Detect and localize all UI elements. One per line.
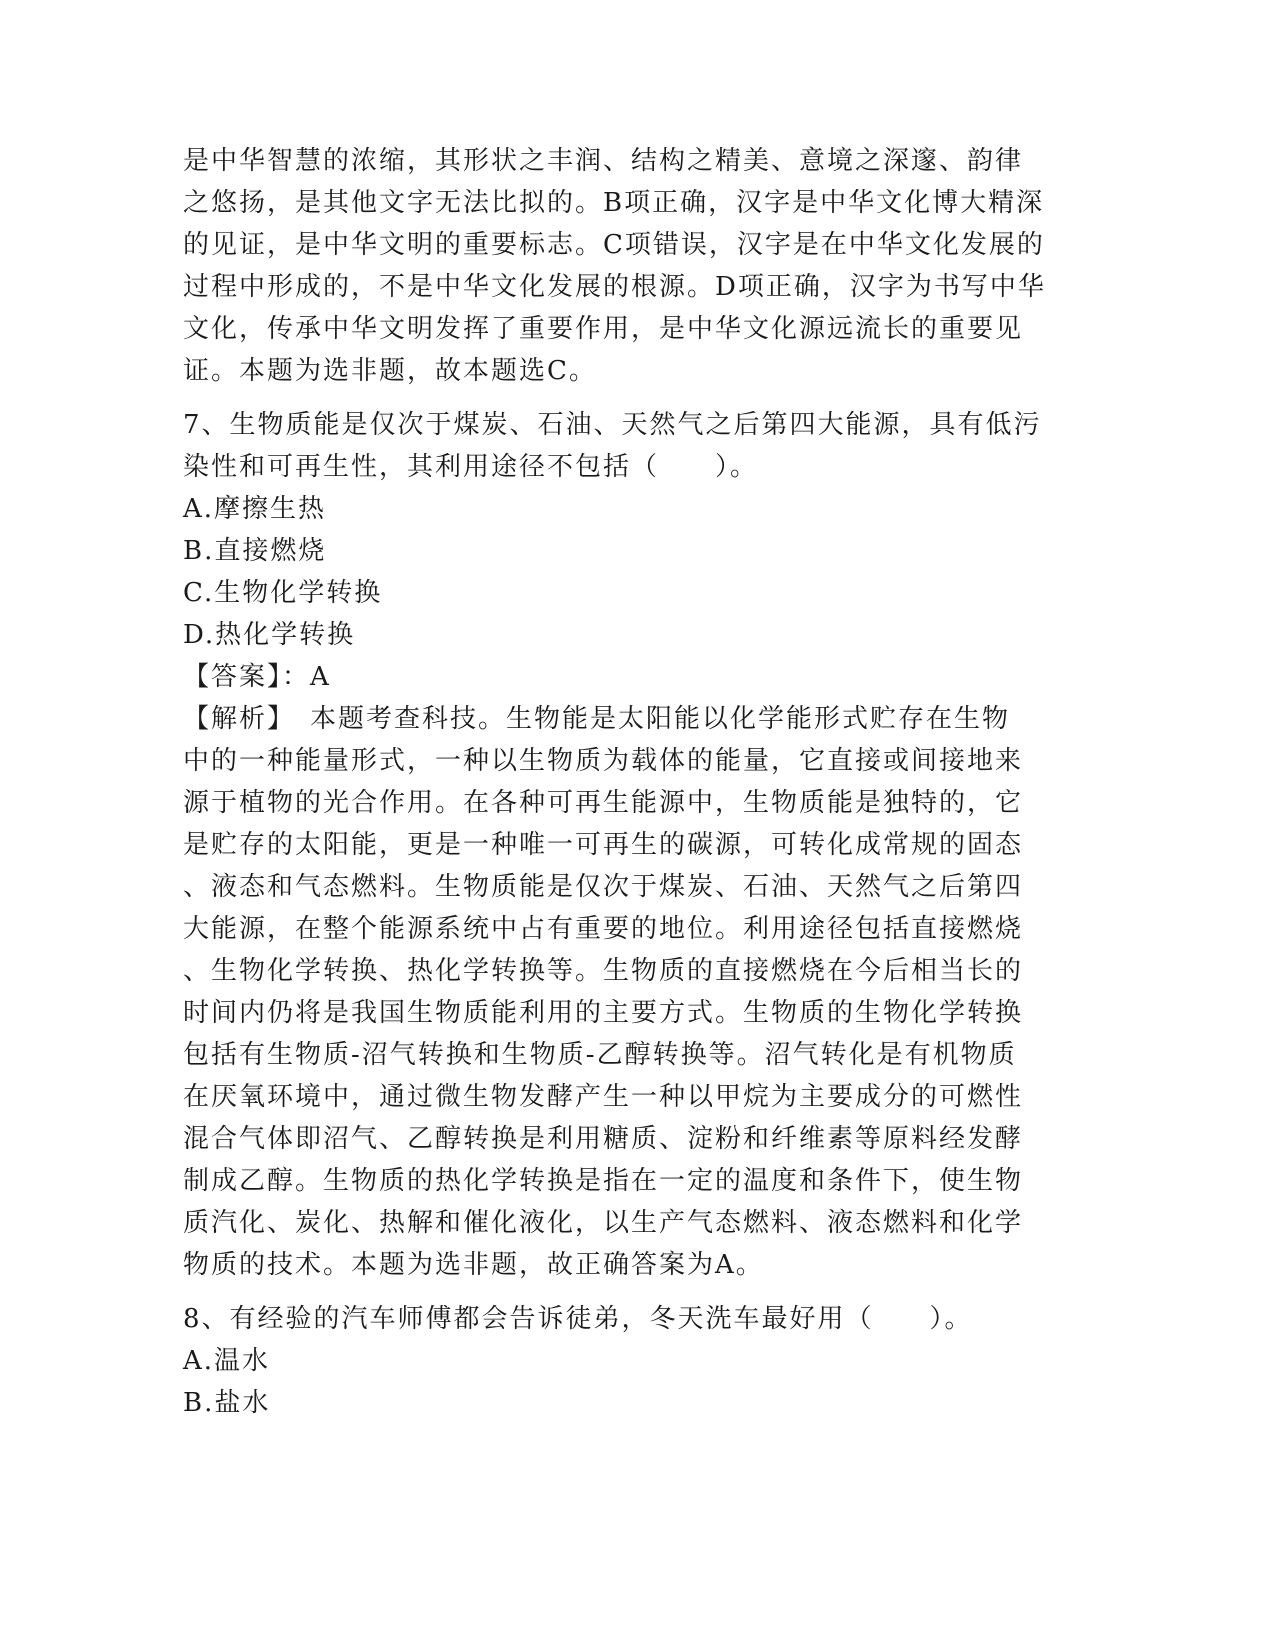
spacer — [183, 1286, 1043, 1298]
text-line: 、液态和气态燃料。生物质能是仅次于煤炭、石油、天然气之后第四 — [183, 872, 1024, 902]
text-line: 是贮存的太阳能，更是一种唯一可再生的碳源，可转化成常规的固态 — [183, 830, 1024, 860]
text-line: 在厌氧环境中，通过微生物发酵产生一种以甲烷为主要成分的可燃性 — [183, 1082, 1024, 1112]
option-b: B.直接燃烧 — [183, 536, 327, 566]
question-7 — [183, 404, 1043, 1286]
text-line: 证。本题为选非题，故本题选C。 — [183, 356, 597, 386]
text-line: 过程中形成的，不是中华文化发展的根源。D项正确，汉字为书写中华 — [183, 272, 1046, 302]
question-stem: 7、生物质能是仅次于煤炭、石油、天然气之后第四大能源，具有低污 — [183, 410, 1042, 440]
text-line: 是中华智慧的浓缩，其形状之丰润、结构之精美、意境之深邃、韵律 — [183, 146, 1024, 176]
text-line: 包括有生物质-沼气转换和生物质-乙醇转换等。沼气转化是有机物质 — [183, 1040, 1017, 1070]
option-a: A.摩擦生热 — [183, 494, 327, 524]
question-stem: 染性和可再生性，其利用途径不包括（ ）。 — [183, 452, 759, 482]
text-line: 质汽化、炭化、热解和催化液化，以生产气态燃料、液态燃料和化学 — [183, 1208, 1024, 1238]
text-line: 的见证，是中华文明的重要标志。C项错误，汉字是在中华文化发展的 — [183, 230, 1045, 260]
question-stem: 8、有经验的汽车师傅都会告诉徒弟，冬天洗车最好用（ ）。 — [183, 1304, 973, 1334]
option-b: B.盐水 — [183, 1388, 271, 1418]
text-line: 、生物化学转换、热化学转换等。生物质的直接燃烧在今后相当长的 — [183, 956, 1024, 986]
question-8 — [183, 1298, 1043, 1424]
option-d: D.热化学转换 — [183, 620, 356, 650]
analysis-paragraph — [183, 698, 1043, 1286]
text-line: 混合气体即沼气、乙醇转换是利用糖质、淀粉和纤维素等原料经发酵 — [183, 1124, 1024, 1154]
text-line: 【解析】 本题考查科技。生物能是太阳能以化学能形式贮存在生物 — [183, 704, 1011, 734]
text-line: 中的一种能量形式，一种以生物质为载体的能量，它直接或间接地来 — [183, 746, 1024, 776]
text-line: 时间内仍将是我国生物质能利用的主要方式。生物质的生物化学转换 — [183, 998, 1024, 1028]
option-a: A.温水 — [183, 1346, 271, 1376]
text-line: 文化，传承中华文明发挥了重要作用，是中华文化源远流长的重要见 — [183, 314, 1024, 344]
document-page — [183, 140, 1046, 1424]
explanation-paragraph — [183, 140, 1046, 392]
text-line: 制成乙醇。生物质的热化学转换是指在一定的温度和条件下，使生物 — [183, 1166, 1024, 1196]
option-c: C.生物化学转换 — [183, 578, 383, 608]
text-line: 之悠扬，是其他文字无法比拟的。B项正确，汉字是中华文化博大精深 — [183, 188, 1045, 218]
text-line: 源于植物的光合作用。在各种可再生能源中，生物质能是独特的，它 — [183, 788, 1024, 818]
answer-line: 【答案】：A — [183, 662, 331, 692]
text-line: 大能源，在整个能源系统中占有重要的地位。利用途径包括直接燃烧 — [183, 914, 1024, 944]
text-line: 物质的技术。本题为选非题，故正确答案为A。 — [183, 1250, 764, 1280]
spacer — [183, 392, 1043, 404]
